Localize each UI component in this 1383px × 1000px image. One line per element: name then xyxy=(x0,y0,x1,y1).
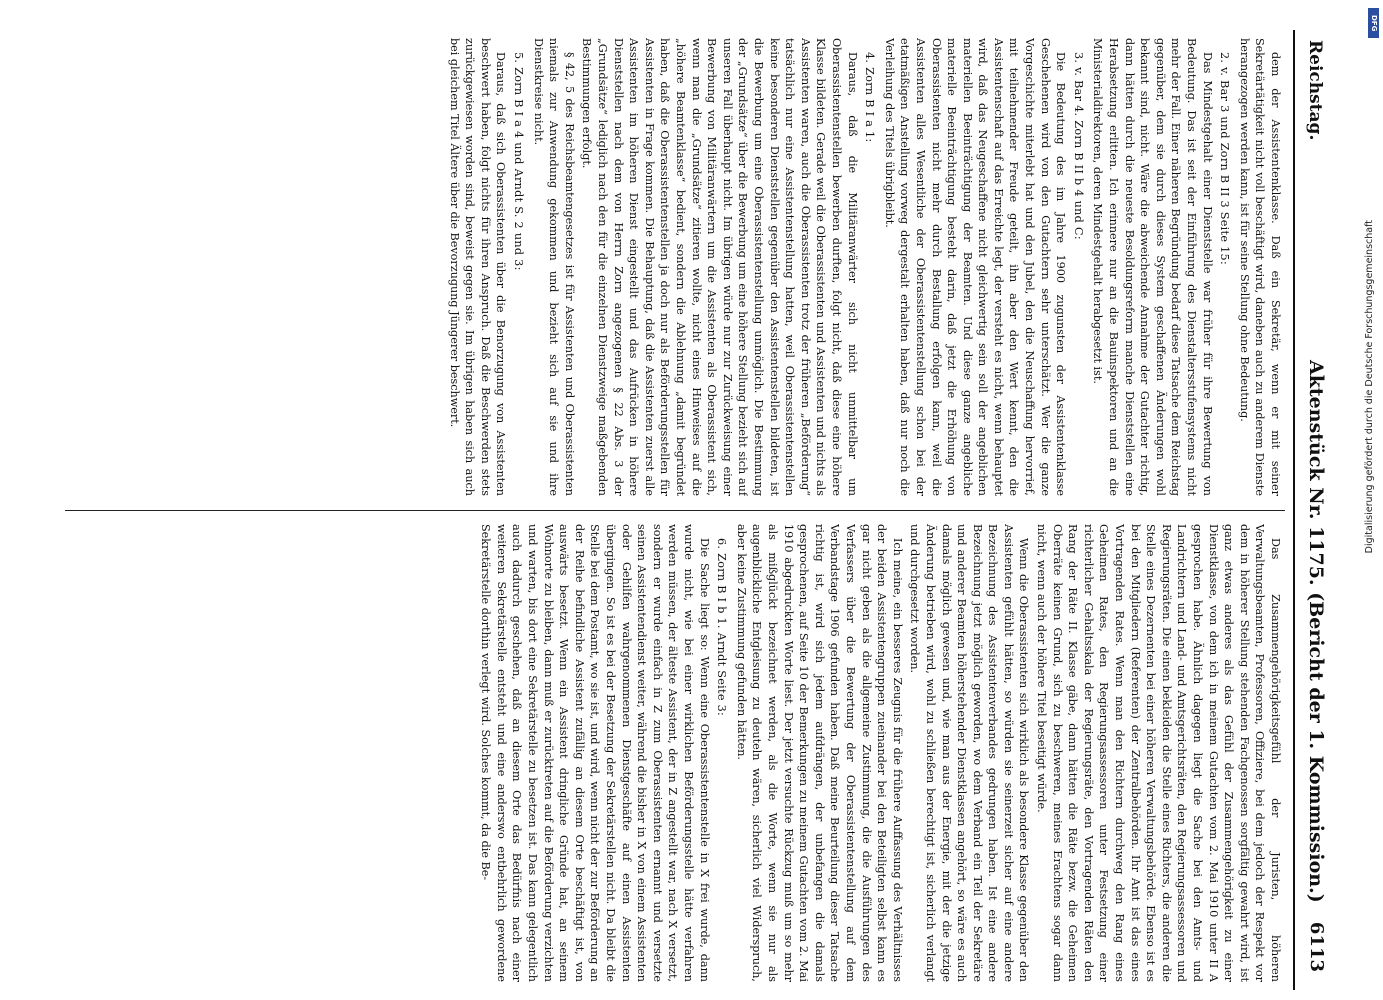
header-left: Reichstag. xyxy=(1305,40,1325,141)
funding-note: Digitalisierung gefördert durch die Deutsche Forschungsgemeinschaft xyxy=(1364,220,1375,554)
right-column xyxy=(63,524,1283,982)
paragraph: § 42, 5 des Reichsbeamtengesetzes ist für Assistenten und Oberassistenten niemals zur Anwendung gekommen und bezieht sich auf sie und ihre Dienstkreise nicht. xyxy=(531,38,576,496)
left-column xyxy=(63,38,1283,496)
paragraph: Daraus, daß sich Oberassistenten über die Benorzugung von Assistenten beschwert haben, folgt nichts für ihren Anspruch. Daß die Beschwerden stets zurückgewiesen worden sind, beweist gegen sie. Im übrigen haben sich auch bei gleichem Titel Ältere über die Bevorzugung Jüngerer beschwert. xyxy=(447,38,508,496)
dfg-logo: DFG xyxy=(1368,8,1379,38)
paragraph: Daraus, daß die Militäranwärter sich nicht unmittelbar um Oberassistentenstellen bewerben durften, folgt nicht, daß diese eine höhere Klasse bildeten. Gerade weil die Oberassistenten und Assistenten und nichts als Assistenten waren, auch die Oberassistenten trotz der früheren „Beförderung“ tatsächlich nur eine Assistentenstellung hatten, weil Oberassistentenstellen keine besonderen Dienststellen gegenüber den Assistentenstellen bildeten, ist die Bewerbung um eine Oberassistentenstellung unmöglich. Die Bestimmung der „Grundsätze“ über die Bewerbung um eine höhere Stellung bezieht sich auf unseren Fall überhaupt nicht. Im übrigen würde nur zur Zurückweisung einer Bewerbung von Militäranwärtern um die Assistenten als Oberassistent sich, wenn man die „Grundsätze“ zitieren wollte, nicht eines Hinweises auf die „höhere Beamtenklasse“ bedient, sondern die Ablehnung „damit begründet haben, daß die Oberassistentenstellen ja doch nur als Beförderungsstellen für Assistenten in Frage kommen. Die Behauptung, daß die Assistenten zuerst alle Assistenten im höheren Dienst eingestellt und das Aufrücken in höhere Dienststellen nach dem von Herrn Zorn angezogenen § 22 Abs. 3 der „Grundsätze“ lediglich nach den für die einzelnen Dienstzweige maßgebenden Bestimmungen erfolgt. xyxy=(580,38,859,496)
page-header xyxy=(1299,30,1335,990)
paragraph: Ich meine, ein besseres Zeugnis für die frühere Auffassung des Verhältnisses der beiden Assistentengruppen zueinander bei den Beteiligten selbst kann es gar nicht geben als die allgemeine Zustimmung, die die Ausführungen des Verfassers über die Bewertung der Oberassistentenstellung auf dem Verbandstage 1906 gefunden haben. Daß meine Beurteilung dieser Tatsache richtig ist, wird sich jedem aufdrängen, der unbefangen die damals gesprochenen, auf Seite 10 der Bemerkungen zu meinem Gutachten vom 2. Mai 1910 abgedruckten Worte liest. Der jetzt versuchte Rückzug muß um so mehr als mißglückt bezeichnet werden, als die Worte, wenn sie nur als augenblickliche Entgleisung zu deuteln wären, sicherlich viel Widerspruch, aber keine Zustimmung gefunden hätten. xyxy=(734,524,904,982)
document-page xyxy=(45,30,1335,990)
paragraph: Das Zusammengehörigkeitsgefühl der Juristen, höheren Verwaltungsbeamten, Professoren, Offiziere, bei dem jedoch der Respekt vor dem in höherer Stellung stehenden Fachgenossen sorgfältig gewahrt wird, ist ganz etwas anderes als das Gefühl der Zusammengehörigkeit zu einer Dienstklasse, von dem ich in meinem Gutachten vom 2. Mai 1910 unter II A gesprochen habe. Ähnlich dagegen liegt die Sache bei den Amts- und Landrichtern und Land- und Amtsgerichtsräten, den Regierungsassessoren und Regierungsräten. Die einen bekleiden die Stelle eines Richters, die anderen die Stelle eines Dezernenten bei einer höheren Verwaltungsbehörde. Ebenso ist es bei den Mitgliedern (Referenten) der Zentralbehörden. Ihr Amt ist das eines Vortragenden Rates. Wenn man den Richtern durchweg den Rang eines Geheimen Rates, den Regierungsassessoren unter Festsetzung einer richterlicher Gehaltsskala der Regierungsräte, den Vortragenden Räten den Rang der Räte II. Klasse gäbe, dann hätten die Räte bezw. die Geheimen Oberräte keinen Grund, sich zu beschweren, meines Erachtens sogar dann nicht, wenn auch der höhere Titel beseitigt würde. xyxy=(1035,524,1282,982)
page-number: 6113 xyxy=(1306,921,1327,972)
section-heading: 4. Zorn B I a 1: xyxy=(863,52,877,143)
column-divider xyxy=(65,510,1285,511)
paragraph: dem der Assistentenklasse. Daß ein Sekretär, wenn er mit seiner Sekretärtätigkeit nicht voll beschäftigt wird, daneben auch zu anderem Dienste herangezogen werden kann, ist für seine Stellung ohne Bedeutung. xyxy=(1237,38,1282,496)
header-rule xyxy=(1293,30,1295,990)
paragraph: Die Sache liegt so: Wenn eine Oberassistentenstelle in X frei wurde, dann wurde nicht, wie bei einer wirklichen Beförderungsstelle hätte verfahren werden müssen, der älteste Assistent, der in Z angestellt war, nach X versetzt, sondern er wurde einfach in Z zum Oberassistenten ernannt und versetzte seinen Assistentendienst weiter, während die bisher in X von einem Assistenten oder Gehilfen wahrgenommenen Dienstgeschäfte auf einen Assistenten übergingen. So ist es bei der Besetzung der Sekretärstellen nicht. Da bleibt die Stelle bei dem Postamt, wo sie ist, und wird, wenn nicht der zur Beförderung an der Reihe befindliche Assistent zufällig an diesem Orte beschäftigt ist, von auswärts besetzt. Wenn ein Assistent dringliche Gründe hat, an seinem Wohnorte zu bleiben, dann muß er zurücktreten auf die Beförderung verzichten und warten, bis dort eine Sekretärstelle zu besetzen ist. Das kann gelegentlich auch dadurch geschehen, daß an diesem Orte das Bedürfnis nach einer weiteren Sekretärstelle entsteht und eine anderswo entbehrlich gewordene Sekretärstelle dorthin verlegt wird. Solches kommt, da die Be- xyxy=(479,524,711,982)
section-heading: 5. Zorn B I a 4 und Arndt S. 2 und 3: xyxy=(512,52,526,271)
section-heading: 2. v. Bar 3 und Zorn B II 3 Seite 15: xyxy=(1218,52,1232,266)
section-heading: 3. v. Bar 4. Zorn B II b 4 und C: xyxy=(1071,52,1085,240)
paragraph: Wenn die Oberassistenten sich wirklich als besondere Klasse gegenüber den Assistenten gefühlt hätten, so würden sie seinerzeit sicher auf eine andere Bezeichnung des Assistentenverbandes gedrungen haben. Ist eine andere Bezeichnung jetzt möglich geworden, wo dem Verband ein Teil der Sekretäre und anderer Beamten höherstehender Dienstklassen angehört, so wäre es auch damals möglich gewesen und, wie man aus der Energie, mit der die jetzige Änderung betrieben wird, wohl zu schließen berechtigt ist, sicherlich verlangt und durchgesetzt worden. xyxy=(908,524,1031,982)
section-heading: 6. Zorn B I b 1. Arndt Seite 3: xyxy=(715,538,729,717)
paragraph: Das Mindestgehalt einer Dienststelle war früher für ihre Bewertung von Bedeutung. Das ist seit der Einführung des Dienstaltersstufensystems nicht mehr der Fall. Einer näheren Begründung bedarf diese Tatsache dem Reichstag gegenüber, dem sie durch dieses System geschaffenen Änderungen wohl bekannt sind, nicht. Wäre die abweichende Annahme der Gutachter richtig, dann hätten durch die neueste Besoldungsreform manche Dienststellen eine Herabsetzung erlitten. Ich erinnere nur an die Bauinspektoren und an die Ministerialdirektoren, deren Mindestgehalt herabgesetzt ist. xyxy=(1091,38,1214,496)
header-title: Aktenstück Nr. 1175. (Bericht der 1. Kommission.) xyxy=(1305,360,1327,903)
paragraph: Die Bedeutung des im Jahre 1900 zugunsten der Assistentenklasse Geschehenen wird von den Gutachtern sehr unterschätzt. Wer die ganze Vorgeschichte miterlebt hat und den Jubel, den die Neuschaffung hervorrief, mit teilnehmender Freude geteilt, ihn aber den Wert kennt, den die Assistentenschaft auf das Erreichte legt, der versteht es nicht, wenn behauptet wird, daß das Neugeschaffene nicht gleichwertig sein soll der angeblichen materiellen Beeinträchtigung der Beamten. Und diese ganze angebliche materielle Beeinträchtigung besteht darin, daß jetzt die Erhöhung von Oberassistenten nicht mehr durch Bestallung erfolgen kann, weil die Assistenten alles Wesentliche der Oberassistentenstellung schon bei der etatmäßigen Anstellung vorweg dergestalt erhalten haben, daß nur noch die Verleihung des Titels übrigbleibt. xyxy=(882,38,1068,496)
